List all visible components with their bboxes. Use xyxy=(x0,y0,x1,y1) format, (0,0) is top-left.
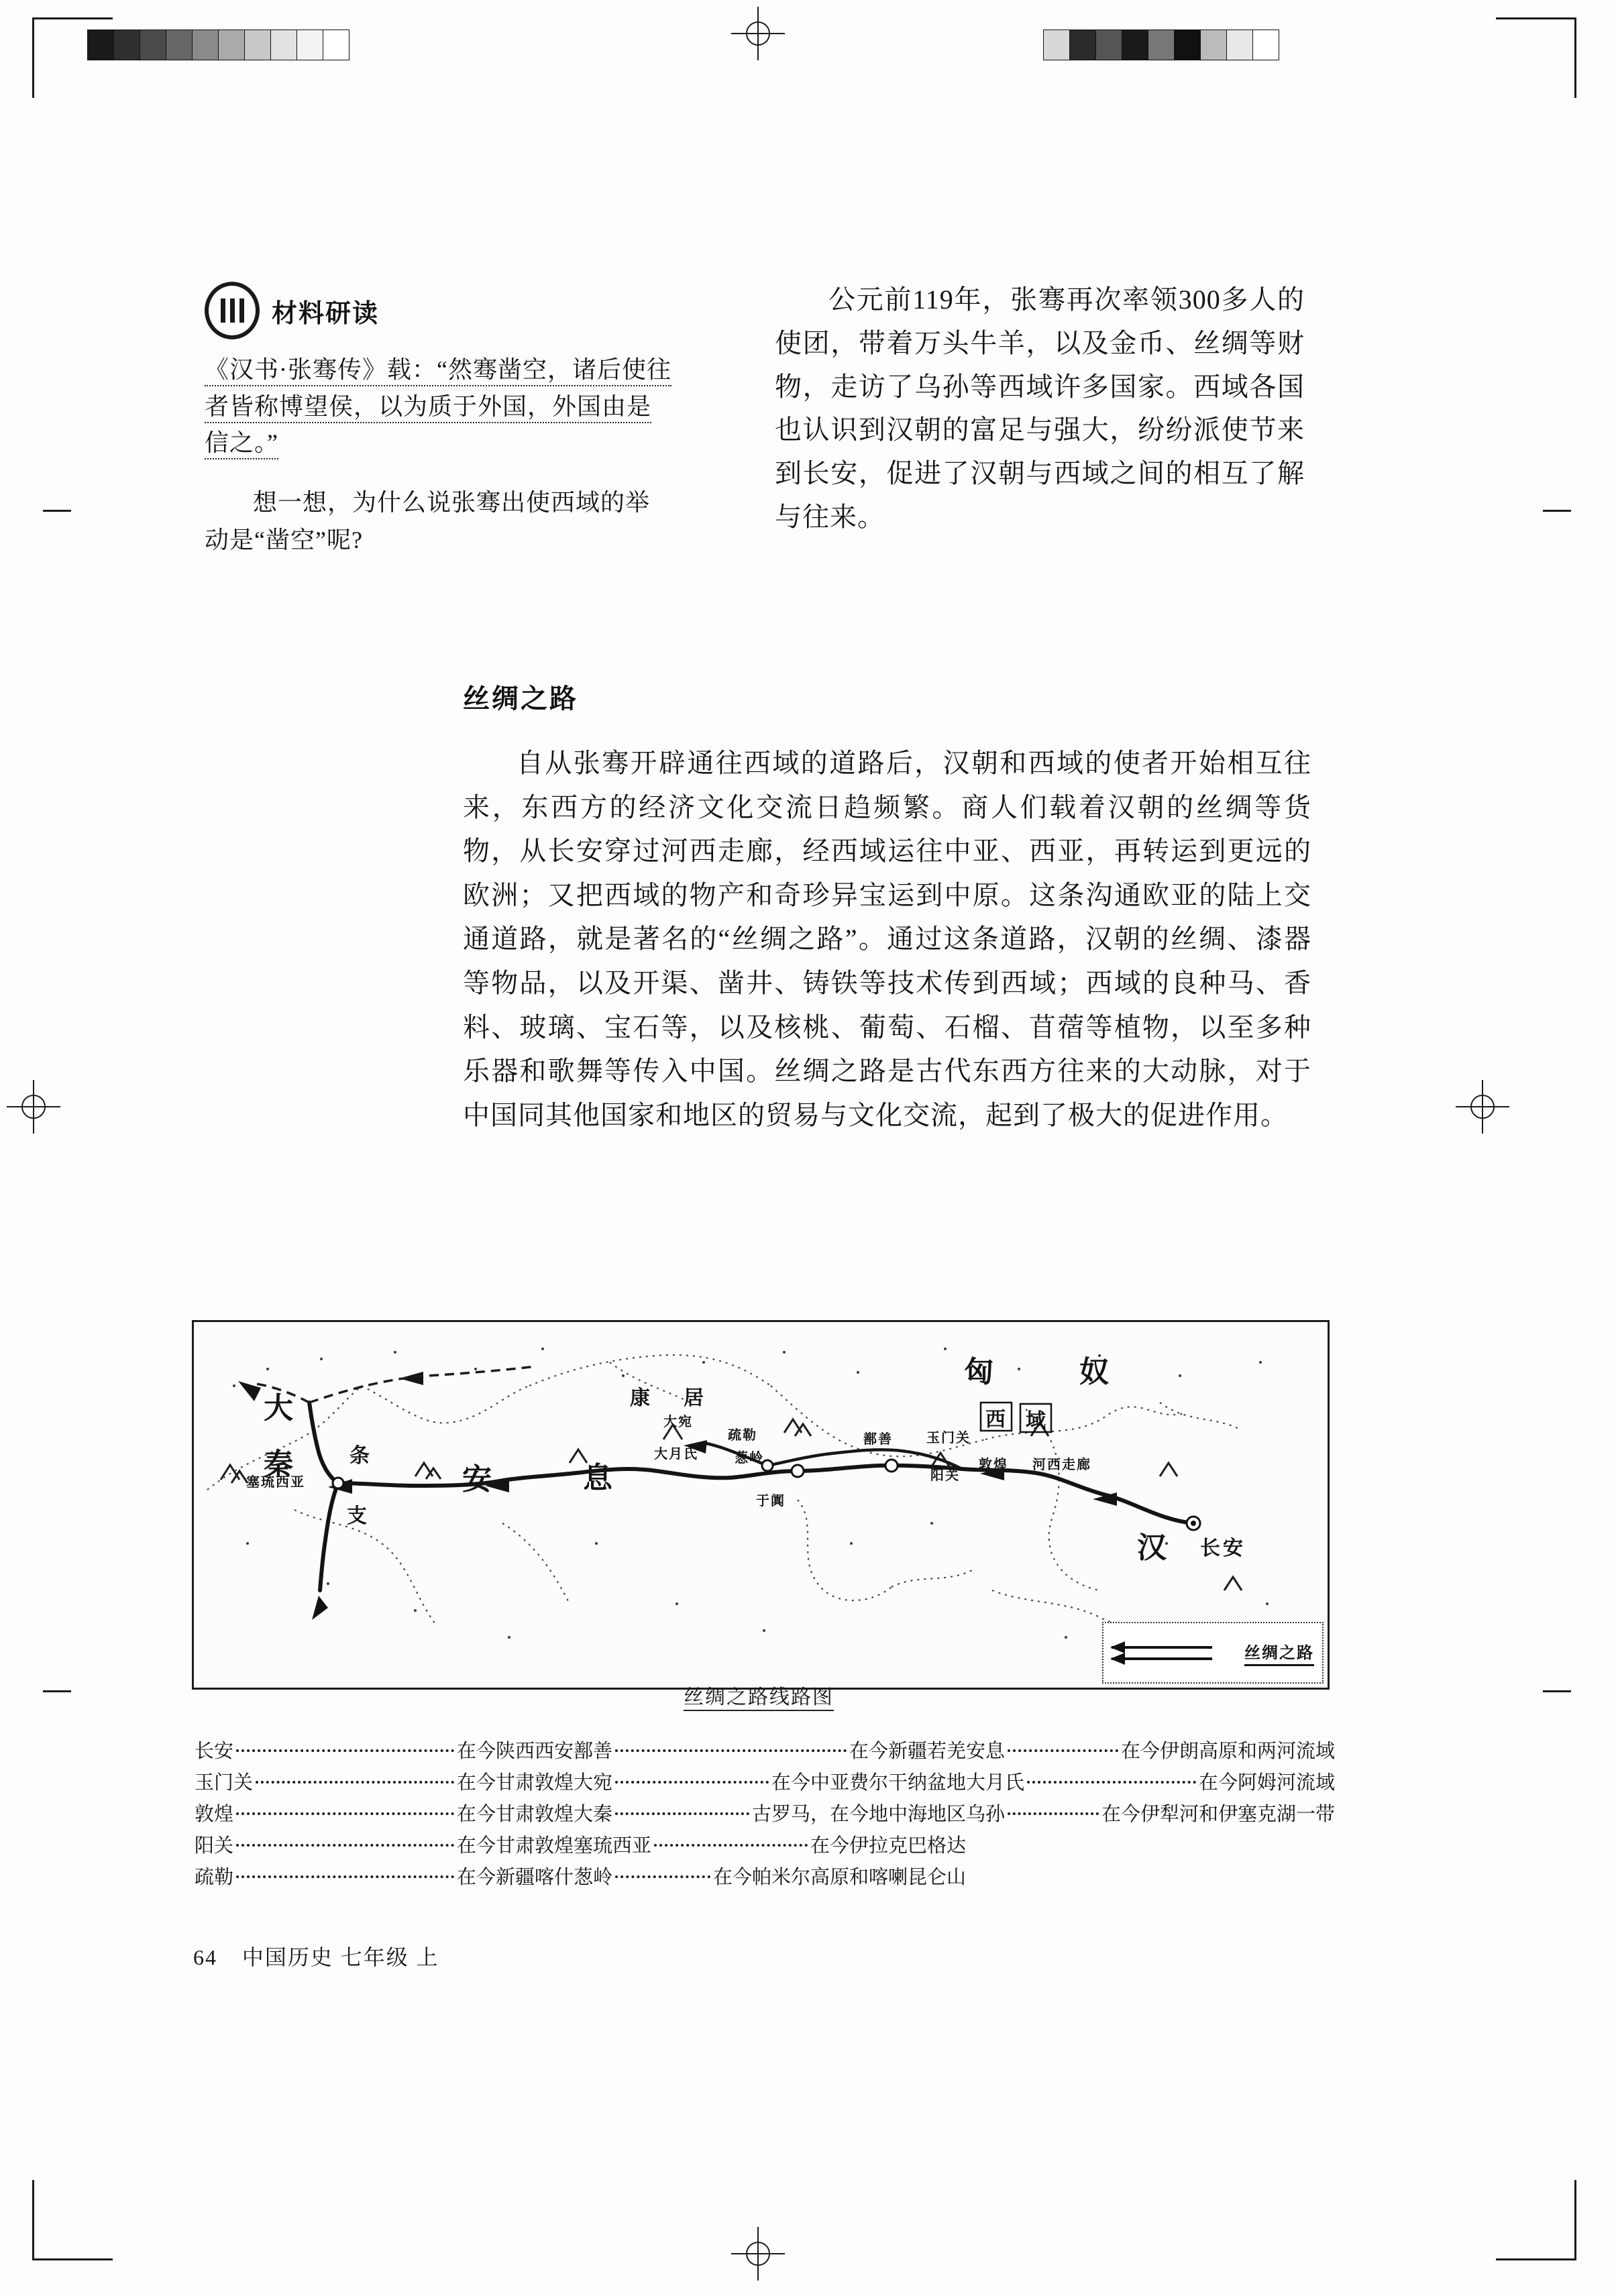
leader-dots xyxy=(236,1749,454,1752)
glossary-name: 大月氏 xyxy=(966,1771,1025,1794)
material-study-header xyxy=(205,282,674,339)
glossary-entry xyxy=(574,1767,966,1799)
map-label-xiyu-1: 西 xyxy=(985,1409,1008,1431)
glossary-entry xyxy=(574,1736,966,1767)
glossary-name: 鄯善 xyxy=(574,1741,613,1762)
glossary-value: 在今新疆若羌 xyxy=(849,1741,966,1762)
glossary-value: 在今陕西西安 xyxy=(456,1741,574,1762)
leader-dots xyxy=(256,1781,454,1784)
map-label-dunhuang: 敦煌 xyxy=(979,1458,1008,1472)
glossary-entry xyxy=(195,1830,574,1862)
glossary-entry xyxy=(966,1736,1335,1767)
material-study-quote: 《汉书·张骞传》载：“然骞凿空，诸后使往者皆称博望侯，以为质于外国，外国由是信之。” xyxy=(205,351,674,461)
map-label-yumenguan: 玉门关 xyxy=(926,1431,971,1445)
glossary-name: 敦煌 xyxy=(195,1803,234,1825)
leader-dots xyxy=(1027,1781,1196,1784)
glossary-value: 在今伊拉克巴格达 xyxy=(810,1835,966,1857)
page-footer xyxy=(193,1940,439,1971)
glossary-column-2 xyxy=(574,1736,966,1894)
material-study-title: 材料研读 xyxy=(272,299,380,328)
map-label-xiongnu-2: 奴 xyxy=(1079,1356,1116,1388)
glossary-name: 葱岭 xyxy=(574,1866,613,1888)
glossary-value: 在今伊朗高原和两河流域 xyxy=(1120,1741,1335,1762)
figure-caption: 丝绸之路线路图 xyxy=(192,1680,1326,1710)
glossary-value: 在今新疆喀什 xyxy=(456,1866,574,1888)
glossary-column-1 xyxy=(195,1736,574,1894)
glossary-name: 安息 xyxy=(966,1741,1006,1762)
legend-label: 丝绸之路 xyxy=(1244,1639,1314,1666)
glossary-value: 在今中亚费尔干纳盆地 xyxy=(771,1771,966,1794)
glossary-entry xyxy=(195,1862,574,1894)
glossary-entry xyxy=(574,1799,966,1830)
leader-dots xyxy=(654,1844,808,1847)
glossary-value: 在今帕米尔高原和喀喇昆仑山 xyxy=(712,1866,966,1888)
bamboo-slip-seal-icon xyxy=(205,282,260,339)
leader-dots xyxy=(615,1781,769,1784)
glossary-name: 大宛 xyxy=(574,1771,613,1794)
legend-arrow-outbound xyxy=(1112,1646,1212,1649)
leader-dots xyxy=(615,1749,847,1752)
leader-dots xyxy=(615,1812,749,1815)
map-label-changan: 长安 xyxy=(1200,1537,1246,1560)
map-legend xyxy=(1102,1622,1324,1684)
glossary-value: 在今甘肃敦煌 xyxy=(456,1803,574,1825)
map-label-hexi-corridor: 河西走廊 xyxy=(1032,1458,1091,1472)
leader-dots xyxy=(1008,1749,1118,1752)
map-label-congling: 葱岭 xyxy=(735,1451,764,1466)
glossary-value: 在今甘肃敦煌 xyxy=(456,1835,574,1857)
map-label-daqin-1: 大 xyxy=(264,1392,300,1425)
glossary-name: 疏勒 xyxy=(195,1866,234,1888)
glossary-name: 大秦 xyxy=(574,1803,613,1825)
glossary-name: 长安 xyxy=(195,1741,234,1762)
glossary-value: 在今甘肃敦煌 xyxy=(456,1771,574,1794)
running-head: 中国历史 七年级 上 xyxy=(241,1945,439,1969)
leader-dots xyxy=(236,1875,454,1878)
glossary-entry xyxy=(195,1799,574,1830)
map-label-han: 汉 xyxy=(1137,1531,1173,1564)
page-number: 64 xyxy=(193,1945,217,1969)
map-label-seleucia: 塞琉西亚 xyxy=(246,1475,305,1490)
glossary-entry xyxy=(195,1767,574,1799)
material-study-box xyxy=(205,282,674,559)
map-label-dayuezhi: 大月氏 xyxy=(654,1447,698,1462)
glossary-value: 古罗马，在今地中海地区 xyxy=(751,1803,966,1825)
map-label-anxi-1: 安 xyxy=(462,1463,498,1496)
map-label-shule: 疏勒 xyxy=(728,1428,757,1443)
material-study-question: 想一想，为什么说张骞出使西域的举动是“凿空”呢? xyxy=(205,489,651,553)
intro-paragraph: 公元前119年，张骞再次率领300多人的使团，带着万头牛羊，以及金币、丝绸等财物，走访了乌孙等西域许多国家。西域各国也认识到汉朝的富足与强大，纷纷派使节来到长安，促进了汉朝与西域之间的相互了解与往来。 xyxy=(775,284,1305,532)
glossary-entry xyxy=(966,1767,1335,1799)
glossary-column-3 xyxy=(966,1736,1335,1894)
map-label-shanshan: 鄯善 xyxy=(863,1432,893,1447)
map-label-xiongnu-1: 匈 xyxy=(964,1356,1000,1388)
map-label-tiaozhi-1: 条 xyxy=(349,1445,372,1467)
map-label-tiaozhi-2: 支 xyxy=(347,1505,370,1527)
map-label-kangju-2: 居 xyxy=(684,1387,706,1409)
glossary-entry xyxy=(195,1736,574,1767)
map-label-yutian: 于阗 xyxy=(756,1494,786,1509)
silk-road-map-figure xyxy=(192,1320,1330,1690)
glossary-value: 在今阿姆河流域 xyxy=(1198,1771,1335,1794)
glossary-name: 玉门关 xyxy=(195,1771,254,1794)
glossary-name: 乌孙 xyxy=(966,1803,1006,1825)
glossary-value: 在今伊犁河和伊塞克湖一带 xyxy=(1101,1803,1335,1825)
glossary-name: 阳关 xyxy=(195,1835,234,1857)
place-name-glossary xyxy=(195,1736,1335,1894)
leader-dots xyxy=(615,1875,710,1878)
glossary-entry xyxy=(966,1799,1335,1830)
map-label-daqin-2: 秦 xyxy=(264,1448,300,1481)
map-label-anxi-2: 息 xyxy=(583,1462,619,1494)
map-label-dayuan: 大宛 xyxy=(663,1415,693,1429)
map-label-yangguan: 阳关 xyxy=(930,1468,960,1483)
glossary-entry xyxy=(574,1862,966,1894)
leader-dots xyxy=(1008,1812,1099,1815)
legend-route-arrows xyxy=(1112,1646,1212,1660)
leader-dots xyxy=(236,1844,454,1847)
glossary-entry xyxy=(574,1830,966,1862)
map-label-xiyu-2: 域 xyxy=(1026,1410,1048,1432)
map-label-kangju-1: 康 xyxy=(630,1387,653,1409)
legend-arrow-return xyxy=(1112,1657,1212,1660)
leader-dots xyxy=(236,1812,454,1815)
glossary-name: 塞琉西亚 xyxy=(574,1835,652,1857)
section-body-paragraph: 自从张骞开辟通往西域的道路后，汉朝和西域的使者开始相互往来，东西方的经济文化交流日趋频繁。商人们载着汉朝的丝绸等货物，从长安穿过河西走廊，经西域运往中亚、西亚，再转运到更远的欧洲；又把西域的物产和奇珍异宝运到中原。这条沟通欧亚的陆上交通道路，就是著名的“丝绸之路”。通过这条道路，汉朝的丝绸、漆器等物品，以及开渠、凿井、铸铁等技术传到西域；西域的良种马、香料、玻璃、宝石等，以及核桃、葡萄、石榴、苜蓿等植物，以至多种乐器和歌舞等传入中国。丝绸之路是古代东西方往来的大动脉，对于中国同其他国家和地区的贸易与文化交流，起到了极大的促进作用。 xyxy=(463,748,1311,1130)
section-heading: 丝绸之路 xyxy=(463,684,578,714)
